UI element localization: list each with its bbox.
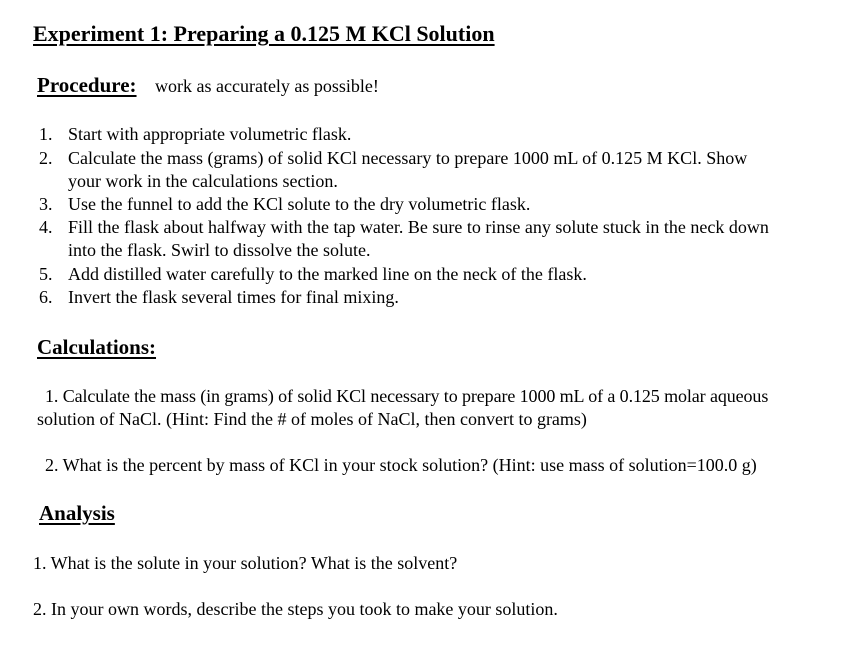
step-text: Start with appropriate volumetric flask. <box>68 124 352 144</box>
analysis-question-2: 2. In your own words, describe the steps you took to make your solution. <box>33 599 558 619</box>
procedure-note: work as accurately as possible! <box>155 76 379 96</box>
step-number: 1. <box>39 124 53 144</box>
step-number: 2. <box>39 148 53 168</box>
step-text: Invert the flask several times for final mixing. <box>68 287 399 307</box>
step-text-continued: your work in the calculations section. <box>68 171 338 191</box>
step-text: Use the funnel to add the KCl solute to the dry volumetric flask. <box>68 194 531 214</box>
step-number: 3. <box>39 194 53 214</box>
page-title: Experiment 1: Preparing a 0.125 M KCl Solution <box>33 21 495 46</box>
step-text: Fill the flask about halfway with the tap water. Be sure to rinse any solute stuck in the neck down <box>68 217 769 237</box>
procedure-heading: Procedure: <box>37 73 137 97</box>
calculations-question-1 <box>37 385 845 431</box>
step-text: Add distilled water carefully to the marked line on the neck of the flask. <box>68 264 587 284</box>
step-text-continued: into the flask. Swirl to dissolve the solute. <box>68 240 371 260</box>
step-text: Calculate the mass (grams) of solid KCl necessary to prepare 1000 mL of 0.125 M KCl. Show <box>68 148 748 168</box>
calculations-question-2: 2. What is the percent by mass of KCl in your stock solution? (Hint: use mass of solution=100.0 g) <box>45 455 757 475</box>
step-number: 4. <box>39 217 53 237</box>
calculations-heading: Calculations: <box>37 335 157 359</box>
step-number: 5. <box>39 264 53 284</box>
analysis-heading: Analysis <box>39 501 115 525</box>
calculations-question-1-line-1: 1. Calculate the mass (in grams) of solid KCl necessary to prepare 1000 mL of a 0.125 molar aqueous <box>45 386 769 406</box>
step-number: 6. <box>39 287 53 307</box>
analysis-question-1: 1. What is the solute in your solution? What is the solvent? <box>33 553 458 573</box>
calculations-question-1-line-2: solution of NaCl. (Hint: Find the # of moles of NaCl, then convert to grams) <box>37 409 587 429</box>
